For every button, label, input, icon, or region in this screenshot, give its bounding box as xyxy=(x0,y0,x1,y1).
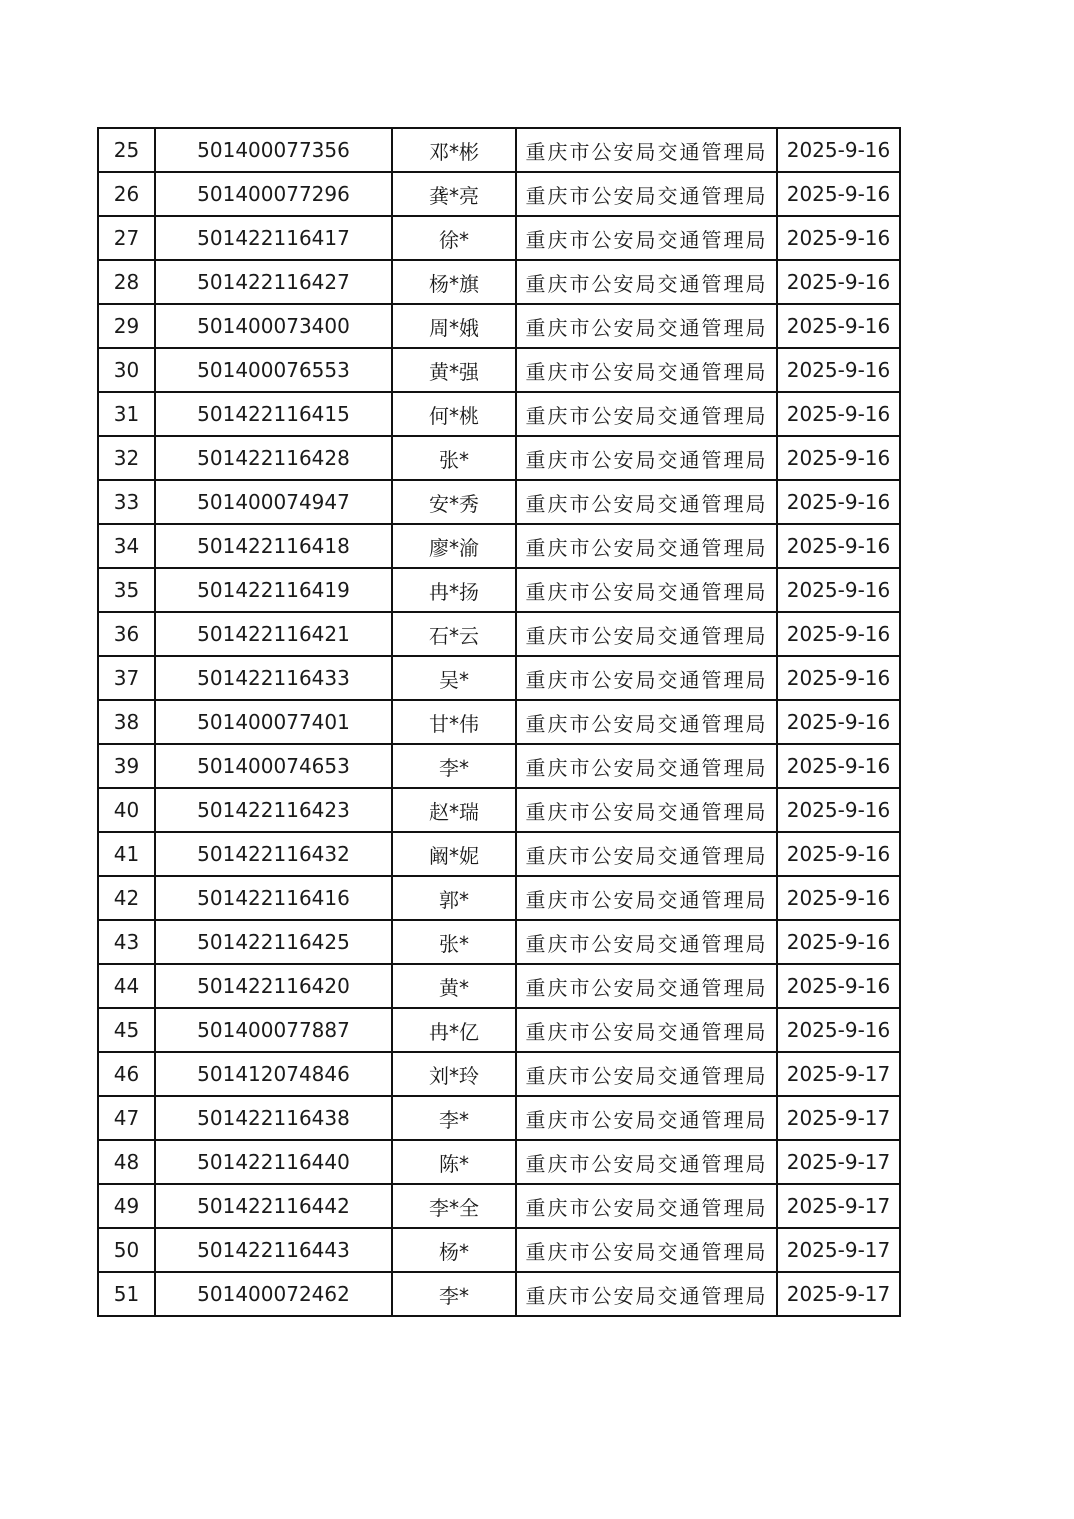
records-table-container xyxy=(97,127,901,1317)
table-row xyxy=(98,172,900,216)
person-name-cell: 石*云 xyxy=(392,612,516,656)
record-id-cell: 501400073400 xyxy=(155,304,392,348)
date-cell: 2025-9-16 xyxy=(777,700,900,744)
row-number-cell: 47 xyxy=(98,1096,155,1140)
table-row xyxy=(98,1140,900,1184)
table-row xyxy=(98,656,900,700)
row-number-cell: 51 xyxy=(98,1272,155,1316)
row-number-cell: 37 xyxy=(98,656,155,700)
record-id-cell: 501400076553 xyxy=(155,348,392,392)
row-number-cell: 32 xyxy=(98,436,155,480)
row-number-cell: 35 xyxy=(98,568,155,612)
row-number-cell: 41 xyxy=(98,832,155,876)
organization-cell: 重庆市公安局交通管理局 xyxy=(516,876,777,920)
date-cell: 2025-9-17 xyxy=(777,1140,900,1184)
table-row xyxy=(98,920,900,964)
row-number-cell: 46 xyxy=(98,1052,155,1096)
record-id-cell: 501422116442 xyxy=(155,1184,392,1228)
organization-cell: 重庆市公安局交通管理局 xyxy=(516,1228,777,1272)
record-id-cell: 501422116415 xyxy=(155,392,392,436)
organization-cell: 重庆市公安局交通管理局 xyxy=(516,436,777,480)
row-number-cell: 25 xyxy=(98,128,155,172)
table-row xyxy=(98,128,900,172)
row-number-cell: 50 xyxy=(98,1228,155,1272)
person-name-cell: 陈* xyxy=(392,1140,516,1184)
table-row xyxy=(98,788,900,832)
person-name-cell: 周*娥 xyxy=(392,304,516,348)
date-cell: 2025-9-16 xyxy=(777,788,900,832)
record-id-cell: 501422116433 xyxy=(155,656,392,700)
row-number-cell: 26 xyxy=(98,172,155,216)
organization-cell: 重庆市公安局交通管理局 xyxy=(516,1140,777,1184)
table-row xyxy=(98,216,900,260)
record-id-cell: 501422116420 xyxy=(155,964,392,1008)
table-row xyxy=(98,1008,900,1052)
record-id-cell: 501400072462 xyxy=(155,1272,392,1316)
person-name-cell: 张* xyxy=(392,436,516,480)
date-cell: 2025-9-16 xyxy=(777,480,900,524)
person-name-cell: 冉*扬 xyxy=(392,568,516,612)
person-name-cell: 李* xyxy=(392,1096,516,1140)
record-id-cell: 501422116443 xyxy=(155,1228,392,1272)
row-number-cell: 27 xyxy=(98,216,155,260)
row-number-cell: 36 xyxy=(98,612,155,656)
records-table xyxy=(97,127,901,1317)
date-cell: 2025-9-16 xyxy=(777,964,900,1008)
person-name-cell: 郭* xyxy=(392,876,516,920)
organization-cell: 重庆市公安局交通管理局 xyxy=(516,1008,777,1052)
organization-cell: 重庆市公安局交通管理局 xyxy=(516,480,777,524)
date-cell: 2025-9-16 xyxy=(777,832,900,876)
organization-cell: 重庆市公安局交通管理局 xyxy=(516,304,777,348)
row-number-cell: 33 xyxy=(98,480,155,524)
person-name-cell: 杨*旗 xyxy=(392,260,516,304)
record-id-cell: 501400074947 xyxy=(155,480,392,524)
person-name-cell: 杨* xyxy=(392,1228,516,1272)
date-cell: 2025-9-16 xyxy=(777,920,900,964)
record-id-cell: 501422116417 xyxy=(155,216,392,260)
table-row xyxy=(98,876,900,920)
table-row xyxy=(98,304,900,348)
row-number-cell: 48 xyxy=(98,1140,155,1184)
table-row xyxy=(98,568,900,612)
organization-cell: 重庆市公安局交通管理局 xyxy=(516,216,777,260)
table-row xyxy=(98,612,900,656)
person-name-cell: 龚*亮 xyxy=(392,172,516,216)
record-id-cell: 501422116419 xyxy=(155,568,392,612)
organization-cell: 重庆市公安局交通管理局 xyxy=(516,392,777,436)
date-cell: 2025-9-17 xyxy=(777,1052,900,1096)
date-cell: 2025-9-16 xyxy=(777,348,900,392)
organization-cell: 重庆市公安局交通管理局 xyxy=(516,1272,777,1316)
date-cell: 2025-9-16 xyxy=(777,304,900,348)
date-cell: 2025-9-16 xyxy=(777,172,900,216)
record-id-cell: 501422116428 xyxy=(155,436,392,480)
person-name-cell: 李* xyxy=(392,1272,516,1316)
record-id-cell: 501422116423 xyxy=(155,788,392,832)
row-number-cell: 28 xyxy=(98,260,155,304)
date-cell: 2025-9-16 xyxy=(777,876,900,920)
organization-cell: 重庆市公安局交通管理局 xyxy=(516,832,777,876)
table-row xyxy=(98,480,900,524)
date-cell: 2025-9-17 xyxy=(777,1096,900,1140)
date-cell: 2025-9-16 xyxy=(777,568,900,612)
record-id-cell: 501422116418 xyxy=(155,524,392,568)
record-id-cell: 501422116438 xyxy=(155,1096,392,1140)
record-id-cell: 501412074846 xyxy=(155,1052,392,1096)
person-name-cell: 阚*妮 xyxy=(392,832,516,876)
date-cell: 2025-9-16 xyxy=(777,656,900,700)
record-id-cell: 501422116416 xyxy=(155,876,392,920)
record-id-cell: 501400077296 xyxy=(155,172,392,216)
table-row xyxy=(98,744,900,788)
person-name-cell: 黄* xyxy=(392,964,516,1008)
date-cell: 2025-9-16 xyxy=(777,260,900,304)
row-number-cell: 29 xyxy=(98,304,155,348)
row-number-cell: 44 xyxy=(98,964,155,1008)
organization-cell: 重庆市公安局交通管理局 xyxy=(516,1052,777,1096)
record-id-cell: 501422116440 xyxy=(155,1140,392,1184)
date-cell: 2025-9-17 xyxy=(777,1184,900,1228)
organization-cell: 重庆市公安局交通管理局 xyxy=(516,348,777,392)
table-row xyxy=(98,832,900,876)
row-number-cell: 30 xyxy=(98,348,155,392)
person-name-cell: 邓*彬 xyxy=(392,128,516,172)
organization-cell: 重庆市公安局交通管理局 xyxy=(516,656,777,700)
table-row xyxy=(98,1096,900,1140)
date-cell: 2025-9-17 xyxy=(777,1272,900,1316)
table-row xyxy=(98,1272,900,1316)
row-number-cell: 43 xyxy=(98,920,155,964)
date-cell: 2025-9-16 xyxy=(777,524,900,568)
row-number-cell: 38 xyxy=(98,700,155,744)
table-row xyxy=(98,348,900,392)
person-name-cell: 何*桃 xyxy=(392,392,516,436)
person-name-cell: 李*全 xyxy=(392,1184,516,1228)
table-row xyxy=(98,964,900,1008)
person-name-cell: 黄*强 xyxy=(392,348,516,392)
row-number-cell: 39 xyxy=(98,744,155,788)
date-cell: 2025-9-16 xyxy=(777,612,900,656)
record-id-cell: 501400077401 xyxy=(155,700,392,744)
table-row xyxy=(98,1052,900,1096)
record-id-cell: 501422116432 xyxy=(155,832,392,876)
record-id-cell: 501400077887 xyxy=(155,1008,392,1052)
record-id-cell: 501400074653 xyxy=(155,744,392,788)
organization-cell: 重庆市公安局交通管理局 xyxy=(516,612,777,656)
row-number-cell: 45 xyxy=(98,1008,155,1052)
organization-cell: 重庆市公安局交通管理局 xyxy=(516,788,777,832)
row-number-cell: 31 xyxy=(98,392,155,436)
record-id-cell: 501400077356 xyxy=(155,128,392,172)
organization-cell: 重庆市公安局交通管理局 xyxy=(516,1184,777,1228)
date-cell: 2025-9-16 xyxy=(777,436,900,480)
person-name-cell: 刘*玲 xyxy=(392,1052,516,1096)
person-name-cell: 安*秀 xyxy=(392,480,516,524)
person-name-cell: 徐* xyxy=(392,216,516,260)
organization-cell: 重庆市公安局交通管理局 xyxy=(516,524,777,568)
person-name-cell: 冉*亿 xyxy=(392,1008,516,1052)
table-row xyxy=(98,1184,900,1228)
row-number-cell: 40 xyxy=(98,788,155,832)
table-row xyxy=(98,260,900,304)
date-cell: 2025-9-16 xyxy=(777,1008,900,1052)
person-name-cell: 张* xyxy=(392,920,516,964)
date-cell: 2025-9-16 xyxy=(777,128,900,172)
row-number-cell: 49 xyxy=(98,1184,155,1228)
date-cell: 2025-9-16 xyxy=(777,392,900,436)
row-number-cell: 42 xyxy=(98,876,155,920)
person-name-cell: 廖*渝 xyxy=(392,524,516,568)
organization-cell: 重庆市公安局交通管理局 xyxy=(516,128,777,172)
row-number-cell: 34 xyxy=(98,524,155,568)
table-row xyxy=(98,700,900,744)
record-id-cell: 501422116421 xyxy=(155,612,392,656)
person-name-cell: 甘*伟 xyxy=(392,700,516,744)
person-name-cell: 李* xyxy=(392,744,516,788)
record-id-cell: 501422116425 xyxy=(155,920,392,964)
person-name-cell: 赵*瑞 xyxy=(392,788,516,832)
organization-cell: 重庆市公安局交通管理局 xyxy=(516,1096,777,1140)
organization-cell: 重庆市公安局交通管理局 xyxy=(516,964,777,1008)
organization-cell: 重庆市公安局交通管理局 xyxy=(516,744,777,788)
date-cell: 2025-9-16 xyxy=(777,216,900,260)
person-name-cell: 吴* xyxy=(392,656,516,700)
table-row xyxy=(98,436,900,480)
record-id-cell: 501422116427 xyxy=(155,260,392,304)
organization-cell: 重庆市公安局交通管理局 xyxy=(516,568,777,612)
organization-cell: 重庆市公安局交通管理局 xyxy=(516,920,777,964)
organization-cell: 重庆市公安局交通管理局 xyxy=(516,700,777,744)
table-row xyxy=(98,524,900,568)
organization-cell: 重庆市公安局交通管理局 xyxy=(516,260,777,304)
table-row xyxy=(98,1228,900,1272)
date-cell: 2025-9-17 xyxy=(777,1228,900,1272)
table-row xyxy=(98,392,900,436)
organization-cell: 重庆市公安局交通管理局 xyxy=(516,172,777,216)
records-table-body xyxy=(98,128,900,1316)
date-cell: 2025-9-16 xyxy=(777,744,900,788)
